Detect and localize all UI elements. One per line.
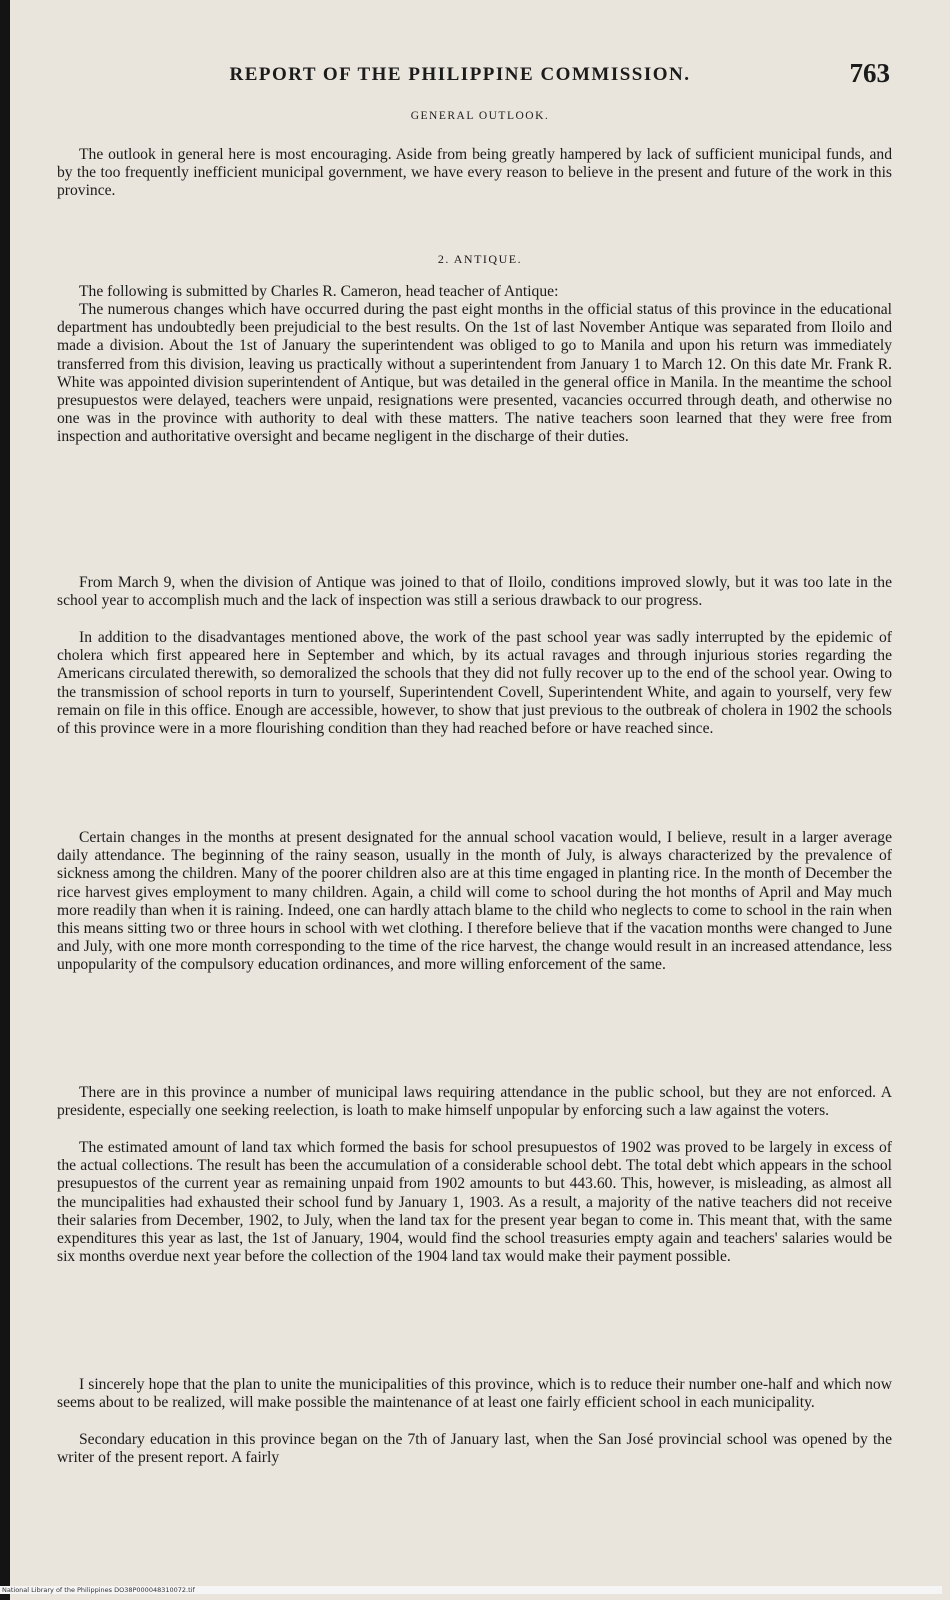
paragraph-municipal-laws: There are in this province a number of municipal laws requiring attendance in the public school, but they are not enforced. A presidente, especially one seeking reelection, is loath to make himself unpopular by enforcing such a law against the voters. [57,1084,892,1120]
paragraph-intro: The following is submitted by Charles R. Cameron, head teacher of Antique: [79,283,559,300]
paragraph-land-tax: The estimated amount of land tax which formed the basis for school presupuestos of 1902 was proved to be largely in excess of the actual collections. The result has been the accumulation of a considerable school debt. The total debt which appears in the school presupuestos of the current year as remaining unpaid from 1902 amounts to but 443.60. This, however, is misleading, as almost all the muncipalities had exhausted their school fund by January 1, 1903. As a result, a majority of the native teachers did not receive their salaries from December, 1902, to July, when the land tax for the present year began to come in. This meant that, with the same expenditures this year as last, the 1st of January, 1904, would find the school treasuries empty again and teachers' salaries would be six months overdue next year before the collection of the 1904 land tax would make their payment possible. [57,1139,892,1266]
page-number: 763 [849,58,890,88]
paragraph-cholera: In addition to the disadvantages mentioned above, the work of the past school year was sadly interrupted by the epidemic of cholera which first appeared here in September and which, by its actual ravages and through injurious stories regarding the Americans circulated therewith, so demoralized the schools that they did not fully recover up to the end of the school year. Owing to the transmission of school reports in turn to yourself, Superintendent Covell, Superintendent White, and again to yourself, very few remain on file in this office. Enough are accessible, however, to show that just previous to the outbreak of cholera in 1902 the schools of this province were in a more flourishing condition than they had reached before or have reached since. [57,629,892,738]
paragraph-general-outlook: The outlook in general here is most encouraging. Aside from being greatly hampered by lack of sufficient municipal funds, and by the too frequently inefficient municipal government, we have every reason to believe in the present and future of the work in this province. [57,146,892,200]
document-page [10,0,950,1600]
page-header [10,58,950,98]
section-heading-antique: 2. ANTIQUE. [437,252,523,266]
scan-border [0,0,10,1600]
running-head: REPORT OF THE PHILIPPINE COMMISSION. [229,64,691,85]
paragraph-secondary-education: Secondary education in this province began on the 7th of January last, when the San José provincial school was opened by the writer of the present report. A fairly [57,1431,892,1467]
paragraph-status-changes: The numerous changes which have occurred during the past eight months in the official status of this province in the educational department has undoubtedly been prejudicial to the best results. On the 1st of last November Antique was separated from Iloilo and made a division. About the 1st of January the superintendent was obliged to go to Manila and upon his return was immediately transferred from this division, leaving us practically without a superintendent from January 1 to March 12. On this date Mr. Frank R. White was appointed division superintendent of Antique, but was detailed in the general office in Manila. In the meantime the school presupuestos were delayed, teachers were unpaid, resignations were presented, vacancies occurred through death, and otherwise no one was in the province with authority to deal with these matters. The native teachers soon learned that they were free from inspection and authoritative oversight and became negligent in the discharge of their duties. [57,301,892,446]
paragraph-march-9: From March 9, when the division of Antique was joined to that of Iloilo, conditions improved slowly, but it was too late in the school year to accomplish much and the lack of inspection was still a serious drawback to our progress. [57,574,892,610]
paragraph-unite-municipalities: I sincerely hope that the plan to unite the municipalities of this province, which is to reduce their number one-half and which now seems about to be realized, will make possible the maintenance of at least one fairly efficient school in each municipality. [57,1376,892,1412]
scan-footer-label: National Library of the Philippines DO38P000048310072.tif [0,1586,942,1594]
section-heading-general-outlook: GENERAL OUTLOOK. [410,110,550,122]
paragraph-vacation: Certain changes in the months at present designated for the annual school vacation would, I believe, result in a larger average daily attendance. The beginning of the rainy season, usually in the month of July, is always characterized by the prevalence of sickness among the children. Many of the poorer children also are at this time engaged in planting rice. In the month of December the rice harvest gives employment to many children. Again, a child will come to school during the hot months of April and May much more readily than when it is raining. Indeed, one can hardly attach blame to the child who neglects to come to school in the rain when this means sitting two or three hours in school with wet clothing. I therefore believe that if the vacation months were changed to June and July, with one more month corresponding to the time of the rice harvest, the change would result in an increased attendance, less unpopularity of the compulsory education ordinances, and more willing enforcement of the same. [57,829,892,974]
